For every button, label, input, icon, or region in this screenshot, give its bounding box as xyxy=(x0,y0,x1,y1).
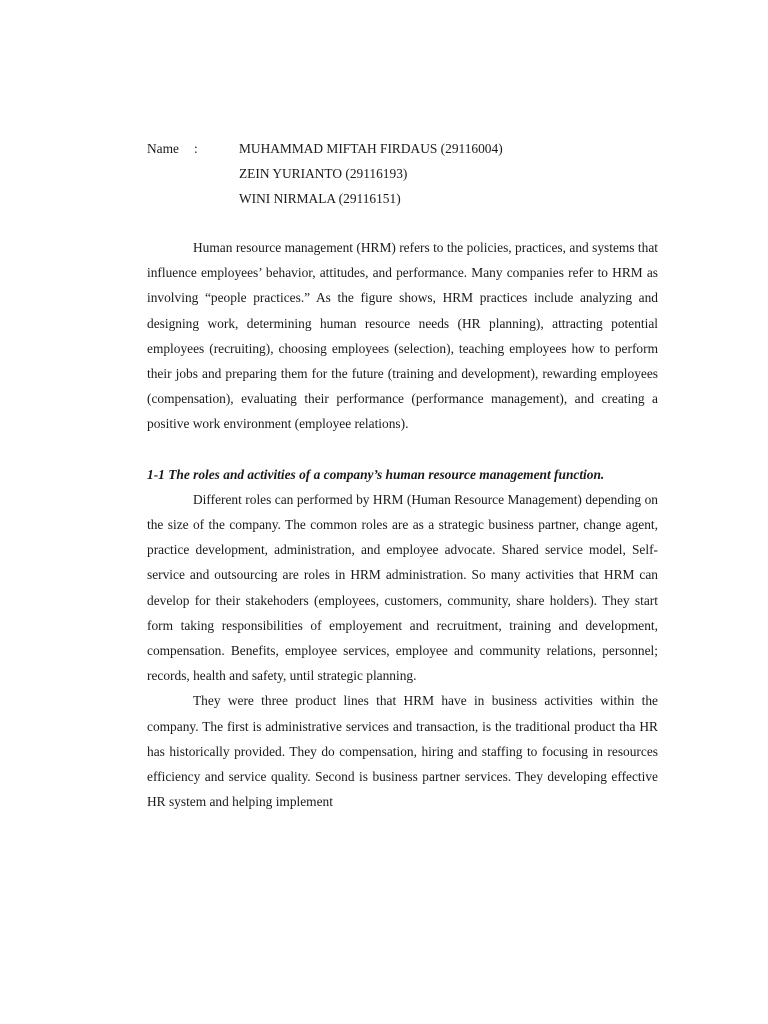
author-list xyxy=(239,136,503,212)
document-page xyxy=(147,136,658,814)
product-lines-paragraph: They were three product lines that HRM have in business activities within the company. The first is administrative services and transaction, is the traditional product tha HR has historically provided. They do compensation, hiring and staffing to focusing in resources efficiency and service quality. Second is business partner services. They developing effective HR system and helping implement xyxy=(147,693,658,810)
roles-paragraph: Different roles can performed by HRM (Human Resource Management) depending on the size of the company. The common roles are as a strategic business partner, change agent, practice development, administration, and employee advocate. Shared service model, Self-service and outsourcing are roles in HRM administration. So many activities that HRM can develop for their stakehoders (employees, customers, community, share holders). They start form taking responsibilities of employement and recruitment, training and development, compensation. Benefits, employee services, employee and community relations, personnel; records, health and safety, until strategic planning. xyxy=(147,491,658,684)
intro-paragraph: Human resource management (HRM) refers to the policies, practices, and systems that influence employees’ behavior, attitudes, and performance. Many companies refer to HRM as involving “people practices.” As the figure shows, HRM practices include analyzing and designing work, determining human resource needs (HR planning), attracting potential employees (recruiting), choosing employees (selection), teaching employees how to perform their jobs and preparing them for the future (training and development), rewarding employees (compensation), evaluating their performance (performance management), and creating a positive work environment (employee relations). xyxy=(147,240,658,432)
author-name: WINI NIRMALA (29116151) xyxy=(239,191,401,207)
name-label: Name xyxy=(147,141,179,156)
author-block xyxy=(147,136,658,211)
author-name: ZEIN YURIANTO (29116193) xyxy=(239,166,408,182)
name-colon: : xyxy=(194,141,198,156)
author-name: MUHAMMAD MIFTAH FIRDAUS (29116004) xyxy=(239,141,503,156)
section-heading: 1-1 The roles and activities of a company’s human resource management function. xyxy=(147,466,605,482)
